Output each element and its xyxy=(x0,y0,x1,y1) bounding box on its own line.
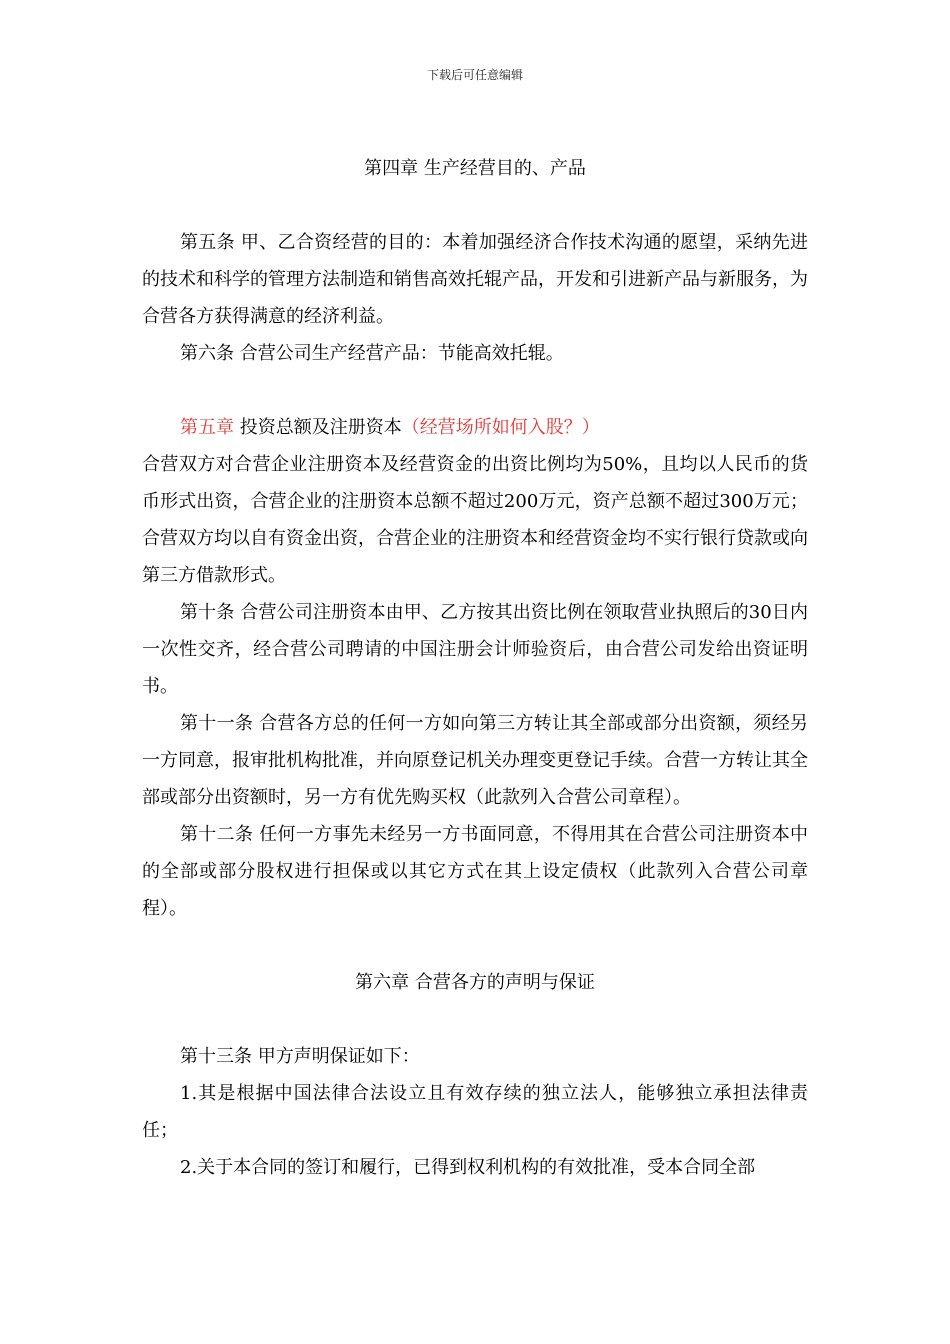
chapter-5-note: （经营场所如何入股？） xyxy=(401,417,600,438)
chapter-5-title xyxy=(142,409,808,446)
article-11: 第十一条 合营各方总的任何一方如向第三方转让其全部或部分出资额，须经另一方同意，报审批机构批准，并向原登记机关办理变更登记手续。合营一方转让其全部或部分出资额时，另一方有优先购买权（此款列入合营公司章程）。 xyxy=(142,713,808,808)
article-10: 第十条 合营公司注册资本由甲、乙方按其出资比例在领取营业执照后的30日内一次性交齐，经合营公司聘请的中国注册会计师验资后，由合营公司发给出资证明书。 xyxy=(142,602,808,697)
chapter-5-label: 第五章 xyxy=(180,417,234,438)
article-6: 第六条 合营公司生产经营产品：节能高效托辊。 xyxy=(180,343,564,364)
article-12: 第十二条 任何一方事先未经另一方书面同意，不得用其在合营公司注册资本中的全部或部分股权进行担保或以其它方式在其上设定债权（此款列入合营公司章程）。 xyxy=(142,824,808,919)
document-body xyxy=(142,150,808,1186)
chapter-6-title: 第六章 合营各方的声明与保证 xyxy=(355,972,595,993)
article-13-item-1: 1.其是根据中国法律合法设立且有效存续的独立法人，能够独立承担法律责任； xyxy=(142,1083,808,1141)
chapter-5-intro: 合营双方对合营企业注册资本及经营资金的出资比例均为50%，且均以人民币的货币形式出资，合营企业的注册资本总额不超过200万元，资产总额不超过300万元；合营双方均以自有资金出资，合营企业的注册资本和经营资金均不实行银行贷款或向第三方借款形式。 xyxy=(142,454,808,586)
header-note: 下载后可任意编辑 xyxy=(426,68,523,82)
article-13: 第十三条 甲方声明保证如下： xyxy=(180,1046,420,1067)
article-13-item-2: 2.关于本合同的签订和履行，已得到权利机构的有效批准，受本合同全部 xyxy=(180,1157,756,1178)
chapter-4-title: 第四章 生产经营目的、产品 xyxy=(364,158,586,179)
article-5: 第五条 甲、乙合资经营的目的：本着加强经济合作技术沟通的愿望，采纳先进的技术和科学的管理方法制造和销售高效托辊产品，开发和引进新产品与新服务，为合营各方获得满意的经济利益。 xyxy=(142,232,808,327)
chapter-5-main: 投资总额及注册资本 xyxy=(234,417,402,438)
